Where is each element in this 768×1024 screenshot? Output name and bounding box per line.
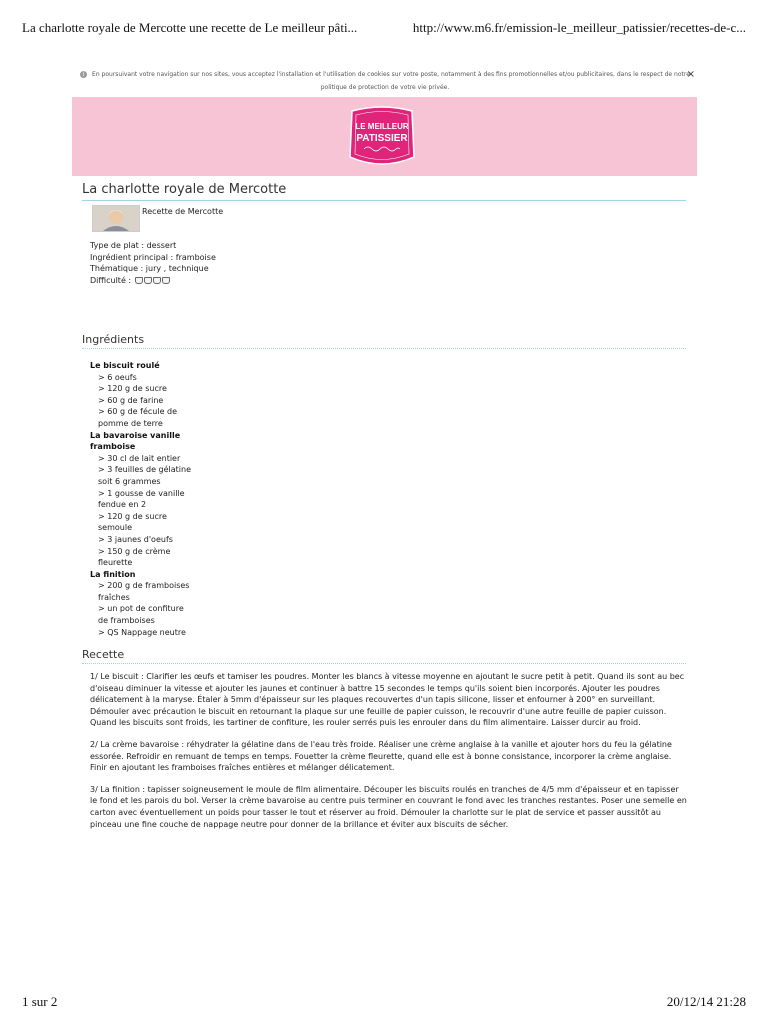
recipe-meta [90,240,216,286]
logo-line1: LE MEILLEUR [355,122,409,131]
meta-main-ingredient: Ingrédient principal : framboise [90,252,216,262]
page-title: La charlotte royale de Mercotte [82,182,686,201]
ingredient-item: > 1 gousse de vanille [98,488,185,498]
ingredient-item: fendue en 2 [98,500,147,510]
chef-hat-icon [153,277,161,284]
ingredient-item: > 3 feuilles de gélatine [98,465,192,475]
site-banner [72,97,697,176]
ingredients-list [90,360,220,638]
ingredient-item: pomme de terre [98,418,163,428]
difficulty-rating [134,276,170,285]
ingredients-heading: Ingrédients [82,333,686,349]
meta-difficulty [90,275,216,287]
meta-dish-type: Type de plat : dessert [90,241,177,250]
ingredient-item: > un pot de confiture [98,604,184,614]
cookie-notice [75,68,695,94]
print-datetime: 20/12/14 21:28 [666,994,746,1009]
ingredient-item: > QS Nappage neutre [98,627,186,637]
close-icon[interactable]: × [686,69,695,80]
cookie-notice-text: En poursuivant votre navigation sur nos sites, vous acceptez l'installation et l'utilisation de cookies sur votre poste, notamment à des fins promotionnelles et/ou publicitaires, dans le respect de notre politique de protection de votre vie privée. [92,71,690,91]
ingredient-item: soit 6 grammes [98,476,161,486]
ingredient-item: > 60 g de farine [98,395,164,405]
chef-hat-icon [144,277,152,284]
print-header-url: http://www.m6.fr/emission-le_meilleur_patissier/recettes-de-c... [412,20,746,35]
ingredient-group-title: Le biscuit roulé [90,361,160,370]
chef-hat-icon [135,277,143,284]
ingredient-item: > 6 oeufs [98,372,137,382]
logo-line2: PATISSIER [356,133,408,144]
recipe-step: 2/ La crème bavaroise : réhydrater la gélatine dans de l'eau très froide. Réaliser une crème anglaise à la vanille et ajouter hors du feu la gélatine essorée. Refroidir en remuant de temps en temps. Fouetter la crème fleurette, quand elle est à bonne consistance, incorporer la crème anglaise. Finir en ajoutant les framboises fraîches entières et mélanger délicatement. [90,739,672,773]
difficulty-label: Difficulté : [90,275,132,285]
ingredient-item: > 60 g de fécule de [98,407,178,417]
site-logo[interactable] [342,105,422,169]
ingredient-item: fleurette [98,558,133,568]
recipe-steps [90,671,688,840]
meta-theme: Thématique : jury , technique [90,264,209,273]
ingredient-group-title: La bavaroise vanille framboise [90,430,181,452]
print-header-title: La charlotte royale de Mercotte une recette de Le meilleur pâti... [22,20,358,35]
recette-heading: Recette [82,648,686,664]
author-credit: Recette de Mercotte [142,207,224,216]
info-icon: i [80,71,87,78]
ingredient-item: > 150 g de crème [98,546,171,556]
chef-hat-icon [162,277,170,284]
author-avatar [92,205,140,232]
ingredient-item: fraîches [98,592,130,602]
ingredient-item: > 3 jaunes d'oeufs [98,534,173,544]
print-footer [22,994,746,1014]
ingredient-item: > 30 cl de lait entier [98,453,181,463]
ingredient-item: > 120 g de sucre [98,511,167,521]
ingredient-item: semoule [98,523,132,533]
ingredient-group-title: La finition [90,569,136,579]
recipe-step: 3/ La finition : tapisser soigneusement le moule de film alimentaire. Découper les biscuits roulés en tranches de 4/5 mm d'épaisseur et en tapisser le fond et les parois du bol. Verser la crème bavaroise au centre puis terminer en couvrant le fond avec les tranches restantes. Poser une semelle en carton avec éventuellement un poids pour tasser le tout et réserver au froid. Démouler la charlotte sur le plat de service et passer aussitôt au pinceau une fine couche de nappage neutre pour donner de la brillance et éviter aux biscuits de sécher. [90,784,687,829]
ingredient-item: de framboises [98,616,155,626]
page-number: 1 sur 2 [22,994,58,1009]
ingredient-item: > 200 g de framboises [98,581,190,591]
print-header [22,20,746,40]
recipe-step: 1/ Le biscuit : Clarifier les œufs et tamiser les poudres. Monter les blancs à vitesse moyenne en ajoutant le sucre petit à petit. Quand ils sont au bec d'oiseau diminuer la vitesse et ajouter les jaunes et continuer à battre 15 secondes le temps qu'ils soient bien incorporés. Ajouter les poudres délicatement à la maryse. Étaler à 5mm d'épaisseur sur les plaques recouvertes d'un tapis silicone, lisser et enfourner à 200° en surveillant. Démouler avec précaution le biscuit en retournant la plaque sur une feuille de papier cuisson, le recouvrir d'une autre feuille de papier cuisson. Quand les biscuits sont froids, les tartiner de confiture, les rouler serrés puis les enrouler dans du film alimentaire. Laisser durcir au froid. [90,672,685,728]
ingredient-item: > 120 g de sucre [98,384,167,394]
